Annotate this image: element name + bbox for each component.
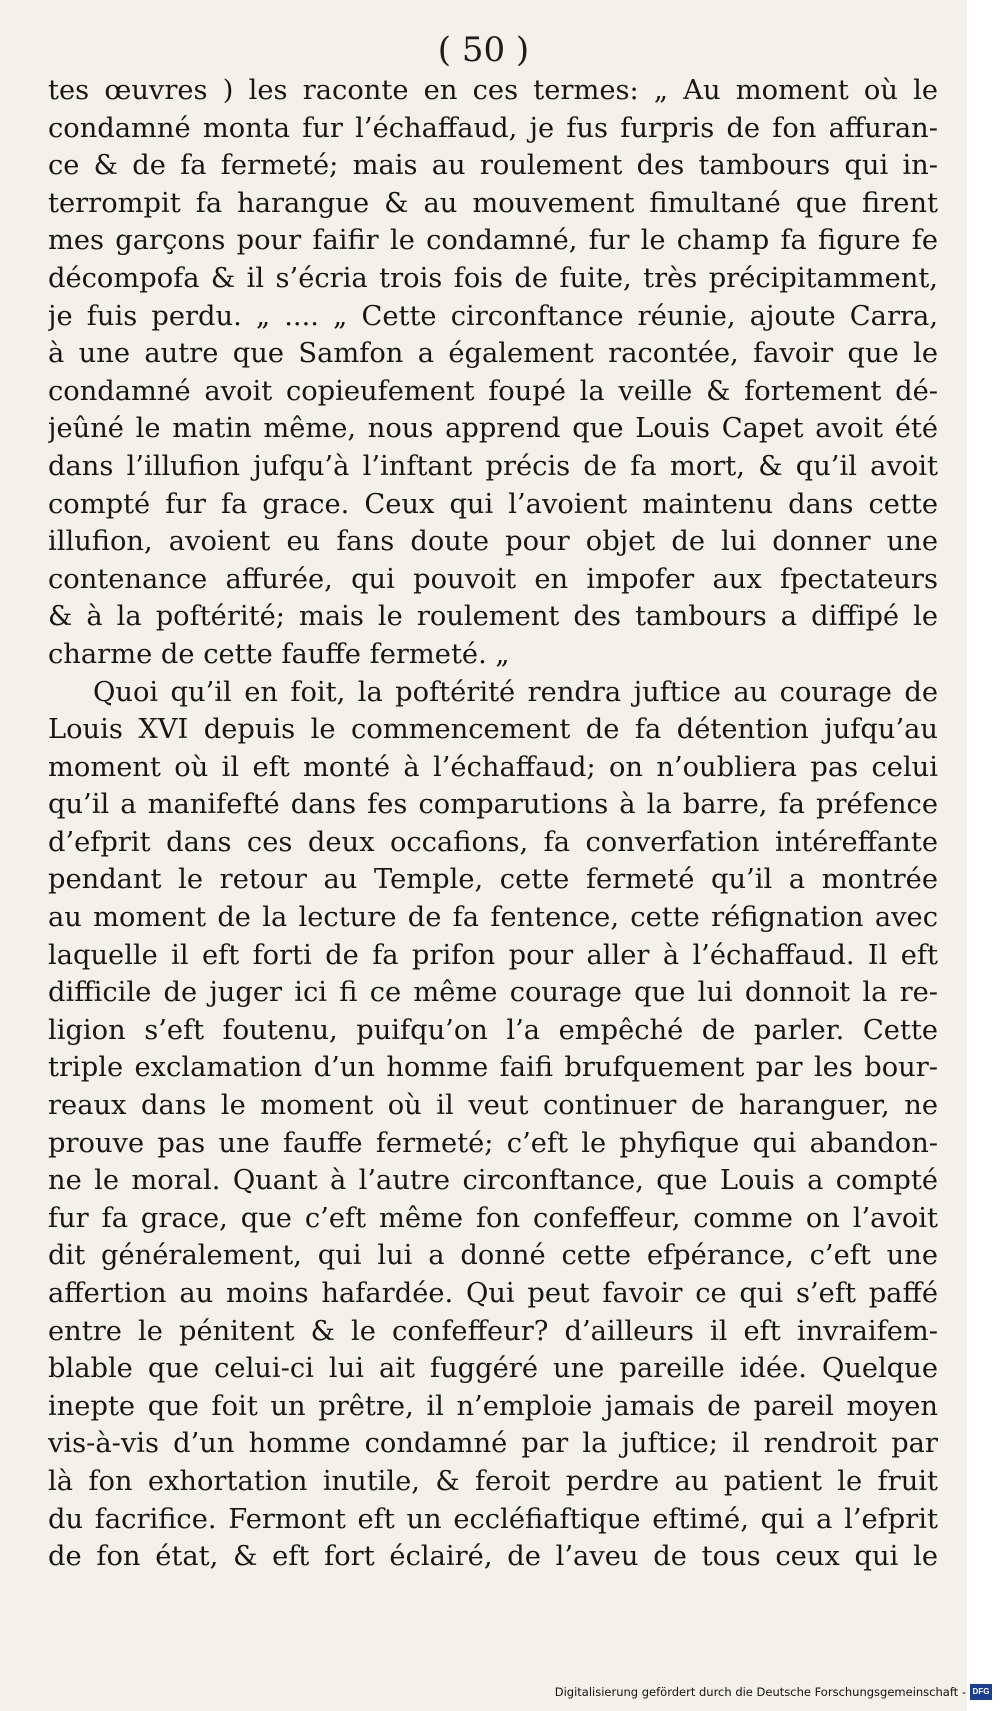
dfg-logo-icon: DFG — [970, 1684, 992, 1700]
text-line: mes garçons pour faifir le condamné, fur le champ fa figure fe — [48, 225, 938, 257]
text-line: là fon exhortation inutile, & feroit perdre au patient le fruit — [48, 1465, 938, 1497]
text-line: dans l’illufion jufqu’à l’inftant précis de fa mort, & qu’il avoit — [48, 450, 938, 482]
text-line: condamné monta fur l’échaffaud, je fus furpris de fon affuran- — [48, 112, 938, 144]
text-line: du facrifice. Fermont eft un eccléfiaftique eftimé, qui a l’efprit — [48, 1503, 938, 1535]
text-line: jeûné le matin même, nous apprend que Louis Capet avoit été — [48, 413, 938, 445]
text-line: dit généralement, qui lui a donné cette efpérance, c’eft une — [48, 1240, 938, 1272]
text-line: ne le moral. Quant à l’autre circonftance, que Louis a compté — [48, 1165, 938, 1197]
text-line: qu’il a manifefté dans fes comparutions à la barre, fa préfence — [48, 789, 938, 821]
text-line: moment où il eft monté à l’échaffaud; on n’oubliera pas celui — [48, 751, 938, 783]
text-line: tes œuvres ) les raconte en ces termes: „ Au moment où le — [48, 75, 938, 106]
text-line: terrompit fa harangue & au mouvement fimultané que firent — [48, 187, 938, 219]
text-line: décompofa & il s’écria trois fois de fuite, très précipitamment, — [48, 262, 938, 294]
text-line: affertion au moins hafardée. Qui peut favoir ce qui s’eft paffé — [48, 1278, 938, 1309]
text-line: charme de cette fauffe fermeté. „ — [48, 638, 510, 670]
text-line: ligion s’eft foutenu, puifqu’on l’a empêché de parler. Cette — [48, 1014, 938, 1046]
text-line: pendant le retour au Temple, cette fermeté qu’il a montrée — [48, 864, 938, 896]
text-line: au moment de la lecture de fa fentence, cette réfignation avec — [48, 902, 938, 934]
text-line: je fuis perdu. „ .... „ Cette circonftance réunie, ajoute Carra, — [48, 300, 938, 332]
text-line: inepte que foit un prêtre, il n’emploie jamais de pareil moyen — [48, 1390, 938, 1422]
page-number: ( 50 ) — [437, 30, 530, 70]
text-line: condamné avoit copieufement foupé la veille & fortement dé- — [48, 375, 938, 407]
paragraph-first-line: Quoi qu’il en foit, la poftérité rendra juftice au courage de — [93, 676, 938, 708]
text-line: Louis XVI depuis le commencement de fa détention jufqu’au — [48, 714, 938, 746]
text-line: ce & de fa fermeté; mais au roulement des tambours qui in- — [48, 150, 938, 182]
text-line: compté fur fa grace. Ceux qui l’avoient maintenu dans cette — [48, 488, 938, 520]
credit-text: Digitalisierung gefördert durch die Deutsche Forschungsgemeinschaft - — [554, 1685, 966, 1699]
text-line: à une autre que Samfon a également racontée, favoir que le — [48, 338, 938, 370]
text-line: illufion, avoient eu fans doute pour objet de lui donner une — [48, 526, 938, 558]
text-line: triple exclamation d’un homme faifi brufquement par les bour- — [48, 1052, 938, 1084]
text-line: vis-à-vis d’un homme condamné par la juftice; il rendroit par — [48, 1428, 938, 1460]
text-line: fur fa grace, que c’eft même fon confeffeur, comme on l’avoit — [48, 1202, 938, 1234]
text-line: prouve pas une fauffe fermeté; c’eft le phyfique qui abandon- — [48, 1127, 938, 1159]
text-line: reaux dans le moment où il veut continuer de haranguer, ne — [48, 1090, 938, 1122]
text-line: & à la poftérité; mais le roulement des tambours a diffipé le — [48, 601, 938, 633]
text-line: laquelle il eft forti de fa prifon pour aller à l’échaffaud. Il eft — [48, 939, 938, 971]
text-line: contenance affurée, qui pouvoit en impofer aux fpectateurs — [48, 563, 938, 595]
text-line: difficile de juger ici fi ce même courage que lui donnoit la re- — [48, 977, 938, 1009]
text-line: blable que celui-ci lui ait fuggéré une pareille idée. Quelque — [48, 1353, 938, 1385]
text-line: de fon état, & eft fort éclairé, de l’aveu de tous ceux qui le — [48, 1541, 938, 1573]
scan-margin — [967, 0, 1000, 1711]
digitization-credit — [555, 1681, 992, 1703]
text-line: d’efprit dans ces deux occafions, fa converfation intéreffante — [48, 826, 938, 858]
body-text — [48, 72, 938, 1576]
text-line: entre le pénitent & le confeffeur? d’ailleurs il eft invraifem- — [48, 1315, 938, 1347]
